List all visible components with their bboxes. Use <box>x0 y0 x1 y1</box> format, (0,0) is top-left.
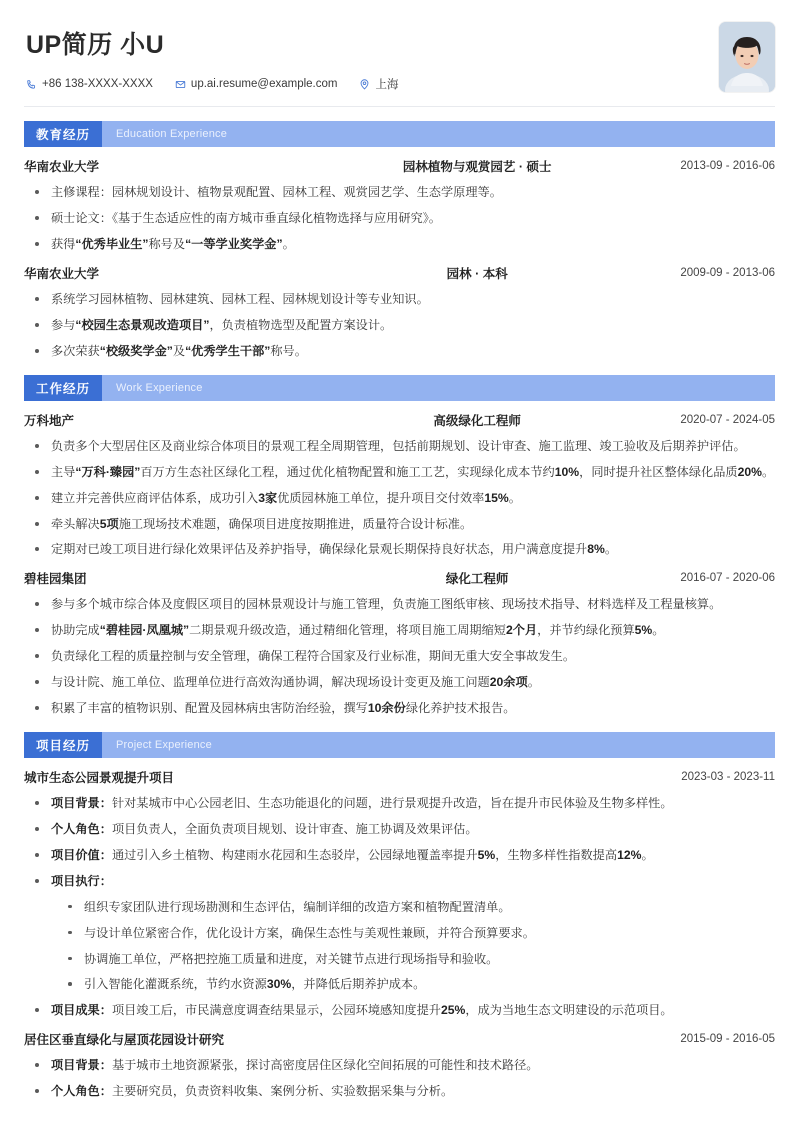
entry-bullet-list <box>24 1056 775 1101</box>
bullet-item: 主修课程：园林规划设计、植物景观配置、园林工程、观赏园艺学、生态学原理等。 <box>24 183 775 202</box>
nested-bullet-item: 协调施工单位，严格把控施工质量和进度，对关键节点进行现场指导和验收。 <box>51 950 775 969</box>
entry-organization: 居住区垂直绿化与屋顶花园设计研究 <box>24 1033 225 1048</box>
contact-list <box>26 76 719 92</box>
entry-organization: 城市生态公园景观提升项目 <box>24 771 175 785</box>
phone-icon <box>26 79 37 90</box>
entry <box>24 758 775 1020</box>
entry-organization: 碧桂园集团 <box>24 572 87 587</box>
bullet-item: 负责多个大型居住区及商业综合体项目的景观工程全周期管理，包括前期规划、设计审查、施工监理、竣工验收及后期养护评估。 <box>24 437 775 456</box>
resume-header <box>24 0 775 92</box>
contact-email <box>175 78 338 90</box>
section-project-experience <box>24 732 775 1101</box>
bullet-item: 主导“万科·臻园”百万方生态社区绿化工程，通过优化植物配置和施工工艺，实现绿化成本节约10%，同时提升社区整体绿化品质20%。 <box>24 463 775 482</box>
entry-role: 园林植物与观赏园艺 · 硕士 <box>402 160 552 174</box>
entry-date-range: 2009-09 - 2013-06 <box>680 266 775 279</box>
bullet-item: 与设计院、施工单位、监理单位进行高效沟通协调，解决现场设计变更及施工问题20余项。 <box>24 673 775 692</box>
entry-date-range: 2013-09 - 2016-06 <box>680 160 775 172</box>
envelope-icon <box>175 79 186 90</box>
entry <box>24 401 775 560</box>
entry-bullet-list <box>24 290 775 361</box>
entry <box>24 147 775 254</box>
section-header-bar <box>24 732 775 758</box>
entry-header <box>24 265 775 283</box>
nested-bullet-item: 引入智能化灌溉系统，节约水资源30%，并降低后期养护成本。 <box>51 975 775 994</box>
entry-header <box>24 158 775 176</box>
location-pin-icon <box>359 79 370 90</box>
bullet-item: 多次荣获“校级奖学金”及“优秀学生干部”称号。 <box>24 342 775 361</box>
section-title-en: Education Experience <box>116 128 228 140</box>
contact-phone-text: +86 138-XXXX-XXXX <box>42 78 153 90</box>
section-title-cn: 工作经历 <box>24 375 102 401</box>
bullet-item: 负责绿化工程的质量控制与安全管理，确保工程符合国家及行业标准，期间无重大安全事故发生。 <box>24 647 775 666</box>
bullet-item: 项目执行： 组织专家团队进行现场勘测和生态评估，编制详细的改造方案和植物配置清单。 与设计单位紧密合作，优化设计方案，确保生态性与美观性兼顾，并符合预算要求。 协调施工单位，严格把控施工质量和进度，对关键节点进行现场指导和验收。 引入智能化灌溉系统，节约水资源30%，并降低后期养护成本。 <box>24 872 775 995</box>
entry-date-range: 2020-07 - 2024-05 <box>680 413 775 426</box>
section-education-experience <box>24 121 775 361</box>
contact-email-text: up.ai.resume@example.com <box>190 78 338 90</box>
bullet-item: 协助完成“碧桂园·凤凰城”二期景观升级改造，通过精细化管理，将项目施工周期缩短2个月，并节约绿化预算5%。 <box>24 621 775 640</box>
entry-organization: 万科地产 <box>24 413 75 428</box>
nested-bullet-item: 与设计单位紧密合作，优化设计方案，确保生态性与美观性兼顾，并符合预算要求。 <box>51 924 775 943</box>
nested-bullet-list <box>51 898 775 995</box>
entry-bullet-list <box>24 183 775 254</box>
section-header-bar <box>24 121 775 147</box>
entry-organization: 华南农业大学 <box>24 160 100 174</box>
section-title-en: Project Experience <box>116 739 212 751</box>
bullet-item: 系统学习园林植物、园林建筑、园林工程、园林规划设计等专业知识。 <box>24 290 775 309</box>
entry-header <box>24 570 775 588</box>
entry-role: 高级绿化工程师 <box>433 413 521 428</box>
entry-header <box>24 1031 775 1049</box>
avatar <box>719 22 775 92</box>
section-work-experience <box>24 375 775 718</box>
section-header-bar <box>24 375 775 401</box>
section-title-cn: 教育经历 <box>24 121 102 147</box>
bullet-item: 项目背景：针对某城市中心公园老旧、生态功能退化的问题，进行景观提升改造，旨在提升市民体验及生物多样性。 <box>24 794 775 813</box>
contact-location <box>359 76 398 92</box>
entry-date-range: 2023-03 - 2023-11 <box>681 771 775 783</box>
bullet-item: 项目成果：项目竣工后，市民满意度调查结果显示，公园环境感知度提升25%，成为当地生态文明建设的示范项目。 <box>24 1001 775 1020</box>
nested-bullet-item: 组织专家团队进行现场勘测和生态评估，编制详细的改造方案和植物配置清单。 <box>51 898 775 917</box>
entry-bullet-list <box>24 437 775 560</box>
contact-phone <box>26 78 153 90</box>
contact-location-text: 上海 <box>375 79 399 91</box>
bullet-item: 获得“优秀毕业生”称号及“一等学业奖学金”。 <box>24 235 775 254</box>
entry-header <box>24 412 775 430</box>
page-title: UP简历 小U <box>26 31 165 59</box>
bullet-item: 积累了丰富的植物识别、配置及园林病虫害防治经验，撰写10余份绿化养护技术报告。 <box>24 699 775 718</box>
entry <box>24 254 775 361</box>
entry-date-range: 2015-09 - 2016-05 <box>680 1033 775 1046</box>
bullet-item: 项目背景：基于城市土地资源紧张，探讨高密度居住区绿化空间拓展的可能性和技术路径。 <box>24 1056 775 1075</box>
bullet-item: 建立并完善供应商评估体系，成功引入3家优质园林施工单位，提升项目交付效率15%。 <box>24 489 775 508</box>
entry-bullet-list <box>24 794 775 1020</box>
bullet-item: 参与多个城市综合体及度假区项目的园林景观设计与施工管理，负责施工图纸审核、现场技术指导、材料选样及工程量核算。 <box>24 595 775 614</box>
bullet-item: 硕士论文：《基于生态适应性的南方城市垂直绿化植物选择与应用研究》。 <box>24 209 775 228</box>
entry-date-range: 2016-07 - 2020-06 <box>680 572 775 585</box>
header-left <box>24 22 719 92</box>
entry-header <box>24 769 775 787</box>
bullet-item: 参与“校园生态景观改造项目”，负责植物选型及配置方案设计。 <box>24 316 775 335</box>
entry-role: 园林 · 本科 <box>446 266 508 281</box>
header-divider <box>24 106 775 107</box>
section-title-cn: 项目经历 <box>24 732 102 758</box>
entry-bullet-list <box>24 595 775 718</box>
sections-container <box>24 121 775 1101</box>
entry-organization: 华南农业大学 <box>24 266 100 281</box>
bullet-item: 定期对已竣工项目进行绿化效果评估及养护指导，确保绿化景观长期保持良好状态，用户满意度提升8%。 <box>24 540 775 559</box>
bullet-item: 项目价值：通过引入乡土植物、构建雨水花园和生态驳岸，公园绿地覆盖率提升5%，生物多样性指数提高12%。 <box>24 846 775 865</box>
bullet-item: 个人角色：主要研究员，负责资料收集、案例分析、实验数据采集与分析。 <box>24 1082 775 1101</box>
entry-role: 绿化工程师 <box>445 572 509 587</box>
entry <box>24 1020 775 1101</box>
bullet-item: 牵头解决5项施工现场技术难题，确保项目进度按期推进，质量符合设计标准。 <box>24 515 775 534</box>
entry <box>24 559 775 718</box>
bullet-item: 个人角色：项目负责人，全面负责项目规划、设计审查、施工协调及效果评估。 <box>24 820 775 839</box>
section-title-en: Work Experience <box>116 381 203 394</box>
